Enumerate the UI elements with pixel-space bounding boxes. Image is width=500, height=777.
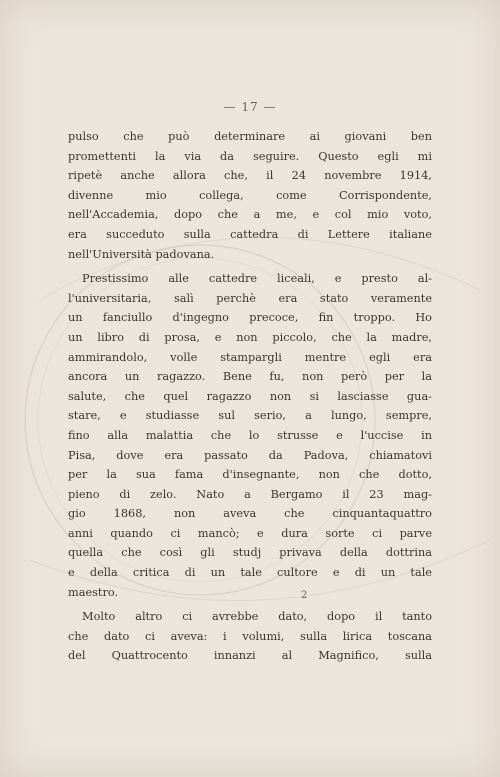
text-line: era succeduto sulla cattedra di Lettere italiane [68,227,432,241]
paragraph-3 [68,607,432,666]
text-line: un fanciullo d'ingegno precoce, fin troppo. Ho [68,311,432,325]
text-line: e della critica di un tale cultore e di un tale [68,566,432,580]
text-line: Prestissimo alle cattedre liceali, e presto al- [82,272,432,286]
page-number: — 17 — [223,100,277,114]
text-line: Molto altro ci avrebbe dato, dopo il tanto [82,610,432,624]
text-line: gio 1868, non aveva che cinquantaquattro [68,507,432,521]
body-text [68,127,432,666]
paragraph-1 [68,127,432,264]
text-line: maestro. [68,585,119,599]
text-line: un libro di prosa, e non piccolo, che la madre, [68,330,432,344]
text-line: promettenti la via da seguire. Questo egli mi [68,149,432,163]
text-line: del Quattrocento innanzi al Magnifico, sulla [68,649,432,663]
text-line: fino alla malattia che lo strusse e l'uccise in [68,428,432,442]
text-line: salute, che quel ragazzo non si lasciasse gua- [68,389,432,403]
text-line: ripetè anche allora che, il 24 novembre 1914, [68,169,432,183]
text-line: nell'Accademia, dopo che a me, e col mio voto, [68,208,432,222]
text-line: che dato ci aveva: i volumi, sulla lirica toscana [68,629,432,643]
signature-mark: 2 [301,590,308,601]
text-line: ammirandolo, volle stampargli mentre egli era [68,350,432,364]
text-line: anni quando ci mancò; e dura sorte ci parve [68,526,432,540]
text-line: l'universitaria, salì perchè era stato veramente [68,291,432,305]
text-line: stare, e studiasse sul serio, a lungo, sempre, [68,409,432,423]
text-line: ancora un ragazzo. Bene fu, non però per la [68,370,432,384]
text-line: pulso che può determinare ai giovani ben [68,130,432,143]
text-line: Pisa, dove era passato da Padova, chiamatovi [68,448,432,462]
text-line: pieno di zelo. Nato a Bergamo il 23 mag- [68,487,432,501]
text-line: quella che così gli studj privava della dottrina [68,546,432,560]
text-line: per la sua fama d'insegnante, non che dotto, [68,468,432,482]
paragraph-2 [68,269,432,602]
text-line: divenne mio collega, come Corrispondente, [68,188,432,202]
text-line: nell'Università padovana. [68,247,215,261]
